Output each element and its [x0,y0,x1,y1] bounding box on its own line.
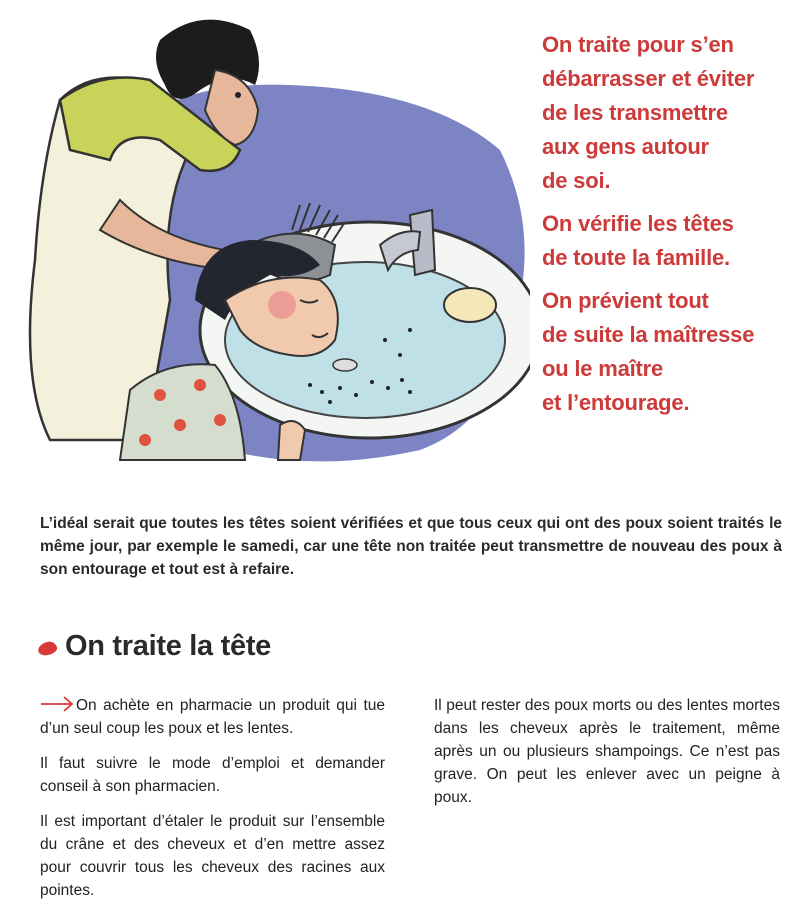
paragraph: Il est important d’étaler le produit sur l’ensemble du crâne et des cheveux et d’en mettre assez pour couvrir tous les cheveux des racines aux pointes. [40,813,385,899]
callout-notify-teacher: On prévient tout de suite la maîtresse ou le maître et l’entourage. [542,288,755,415]
paragraph [40,694,385,740]
arrow-right-icon [40,696,74,712]
paragraph: Il peut rester des poux morts ou des lentes mortes dans les cheveux après le traitement, même après un ou plusieurs shampoings. Ce n’est pas grave. On peut les enlever avec un peigne à poux. [434,697,780,806]
red-bullet-icon [37,640,58,657]
paragraph-text: On achète en pharmacie un produit qui tue d’un seul coup les poux et les lentes. [40,697,385,737]
callout-check-family: On vérifie les têtes de toute la famille. [542,211,734,270]
callout-treat: On traite pour s’en débarrasser et éviter de les transmettre aux gens autour de soi. [542,32,755,193]
illustration-hair-washing [0,0,530,470]
section-title: On traite la tête [65,630,272,662]
intro-paragraph: L’idéal serait que toutes les têtes soient vérifiées et que tous ceux qui ont des poux soient traités le même jour, par exemple le samedi, car une tête non traitée peut transmettre de nouveau des poux à son entourage et tout est à refaire. [40,515,782,578]
callout-list [542,28,792,429]
section-heading [38,630,271,663]
paragraph: Il faut suivre le mode d’emploi et demander conseil à son pharmacien. [40,755,385,795]
left-column [40,694,385,914]
right-column [434,694,780,821]
